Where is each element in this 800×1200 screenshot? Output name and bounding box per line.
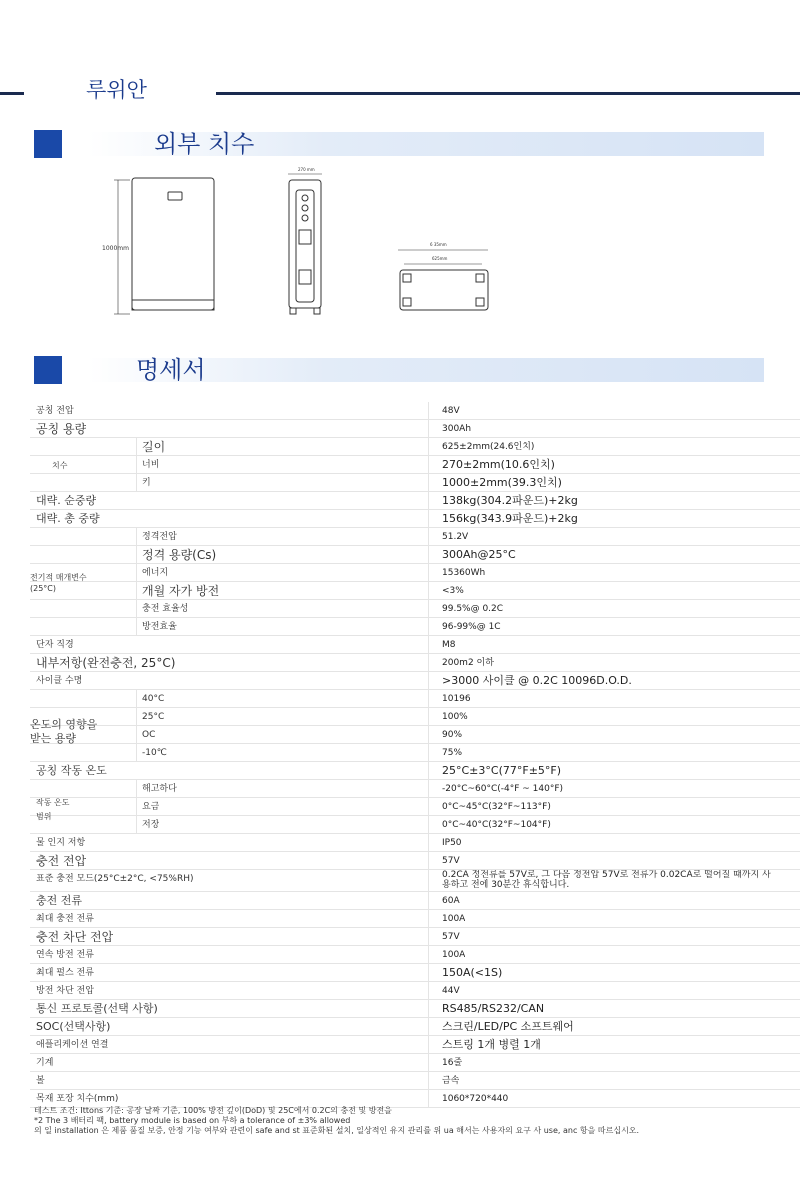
height-dim-label: 1000mm [102, 245, 129, 252]
spec-value: 0°C~45°C(32°F~113°F) [442, 802, 551, 812]
spec-label: 최대 충전 전류 [36, 914, 94, 924]
spec-value: RS485/RS232/CAN [442, 1002, 545, 1015]
spec-label: 대략. 순중량 [36, 494, 97, 507]
side-view [288, 174, 322, 314]
footnote-3: 의 일 installation 은 제품 품질 보증, 안정 기능 여부와 관련이 safe and st 표준화된 설치, 일상적인 유지 관리를 위 ua 해서는 사용자의 요구 사 use, anc 항을 따르십시오. [34, 1126, 640, 1135]
spec-label: 충전 전압 [36, 854, 87, 868]
footnote-2: *2 The 3 배터리 팩, battery module is based on 부하 a tolerance of ±3% allowed [34, 1116, 351, 1125]
spec-row [30, 708, 800, 726]
spec-row [30, 456, 800, 474]
spec-sub-label: 에너지 [142, 568, 169, 578]
spec-row [30, 892, 800, 910]
dims-section-title: 외부 치수 [154, 130, 255, 158]
front-view [114, 178, 214, 314]
spec-value: 100% [442, 712, 468, 722]
spec-row [30, 780, 800, 798]
spec-label: 대략. 총 중량 [36, 512, 100, 525]
spec-value: 0°C~40°C(32°F~104°F) [442, 820, 551, 830]
spec-value: IP50 [442, 838, 462, 848]
spec-label: 애플리케이션 연결 [36, 1040, 109, 1050]
spec-row [30, 1072, 800, 1090]
spec-value: 0.2CA 정전류를 57V로, 그 다음 정전압 57V로 전류가 0.02CA로 떨어질 때까지 사용하고 전에 30분간 휴식합니다. [442, 870, 771, 890]
spec-sub-label: 저장 [142, 820, 160, 830]
spec-row [30, 1036, 800, 1054]
spec-label: 사이클 수명 [36, 676, 83, 686]
spec-value: 스크린/LED/PC 소프트웨어 [442, 1020, 574, 1033]
spec-row [30, 402, 800, 420]
spec-value: >3000 사이클 @ 0.2C 10096D.O.D. [442, 674, 632, 687]
spec-value: 60A [442, 896, 460, 906]
spec-row [30, 618, 800, 636]
spec-value: M8 [442, 640, 456, 650]
spec-sub-label: OC [142, 730, 156, 740]
section-marker [34, 356, 62, 384]
spec-value: 57V [442, 856, 460, 866]
spec-row [30, 582, 800, 600]
spec-value: 99.5%@ 0.2C [442, 604, 504, 614]
spec-table [30, 402, 800, 1108]
spec-row [30, 636, 800, 654]
spec-value: 스트링 1개 병렬 1개 [442, 1038, 541, 1051]
spec-value: 300Ah@25°C [442, 548, 516, 561]
spec-row [30, 798, 800, 816]
spec-value: 1060*720*440 [442, 1094, 509, 1104]
spec-value: <3% [442, 586, 464, 596]
spec-label: 공칭 작동 온도 [36, 764, 107, 777]
spec-row [30, 690, 800, 708]
spec-sub-label: 정격전압 [142, 532, 177, 542]
spec-value: 300Ah [442, 424, 472, 434]
spec-value: 150A(<1S) [442, 966, 503, 979]
spec-label: 표준 충전 모드(25°C±2°C, <75%RH) [36, 874, 194, 884]
spec-sub-label: 요금 [142, 802, 160, 812]
spec-row [30, 510, 800, 528]
spec-row [30, 546, 800, 564]
spec-value: 625±2mm(24.6인치) [442, 442, 535, 452]
spec-row [30, 910, 800, 928]
spec-row [30, 1000, 800, 1018]
footnotes [34, 1106, 774, 1136]
spec-label: 기계 [36, 1058, 54, 1068]
spec-value: 15360Wh [442, 568, 486, 578]
spec-value: 138kg(304.2파운드)+2kg [442, 494, 578, 507]
spec-sub-label: 개월 자가 방전 [142, 584, 220, 598]
spec-section-title: 명세서 [136, 356, 206, 384]
spec-row [30, 474, 800, 492]
spec-row [30, 834, 800, 852]
spec-value: 57V [442, 932, 460, 942]
spec-value: 금속 [442, 1076, 460, 1086]
spec-row [30, 744, 800, 762]
dims-section-header [34, 130, 764, 158]
spec-row [30, 654, 800, 672]
spec-row [30, 852, 800, 870]
spec-value: 96-99%@ 1C [442, 622, 501, 632]
spec-row [30, 870, 800, 892]
spec-label: 물 인지 저항 [36, 838, 86, 848]
group-label-size: 치수 [52, 461, 68, 470]
dimension-drawing-svg [0, 160, 800, 330]
spec-row [30, 726, 800, 744]
width-dim-label: 270 mm [298, 167, 315, 172]
spec-sub-label: 방전효율 [142, 622, 177, 632]
spec-value: 100A [442, 950, 466, 960]
spec-row [30, 982, 800, 1000]
spec-label: 충전 차단 전압 [36, 930, 114, 944]
brand-title: 루위안 [80, 74, 153, 104]
spec-value: 75% [442, 748, 463, 758]
spec-value: 156kg(343.9파운드)+2kg [442, 512, 578, 525]
dimension-drawings [0, 160, 800, 330]
spec-value: 25°C±3°C(77°F±5°F) [442, 764, 562, 777]
spec-row [30, 964, 800, 982]
footnote-1: 테스트 조건: Ittons 기준: 공장 날짜 기준, 100% 방전 깊이(DoD) 및 25C에서 0.2C의 충전 및 방전을 [34, 1106, 392, 1115]
spec-value: 10196 [442, 694, 471, 704]
spec-row [30, 438, 800, 456]
spec-sub-label: 너비 [142, 460, 160, 470]
spec-label: SOC(선택사항) [36, 1020, 111, 1033]
spec-value: 100A [442, 914, 466, 924]
spec-sub-label: -10℃ [142, 748, 167, 758]
spec-label: 연속 방전 전류 [36, 950, 94, 960]
spec-label: 내부저항(완전충전, 25°C) [36, 656, 176, 670]
spec-value: 48V [442, 406, 460, 416]
header-rule-left [0, 92, 24, 95]
spec-row [30, 420, 800, 438]
spec-value: 200m2 이하 [442, 658, 494, 668]
spec-label: 통신 프로토콜(선택 사항) [36, 1002, 158, 1015]
spec-row [30, 564, 800, 582]
spec-row [30, 492, 800, 510]
spec-sub-label: 해고하다 [142, 784, 177, 794]
spec-row [30, 762, 800, 780]
spec-value: -20°C~60°C(-4°F ~ 140°F) [442, 784, 564, 794]
spec-row [30, 816, 800, 834]
group-label-electrical: 전기적 매개변수 (25°C) [30, 573, 87, 593]
len2-dim-label: 625mm [432, 256, 448, 261]
spec-label: 충전 전류 [36, 894, 83, 907]
spec-label: 공칭 전압 [36, 406, 74, 416]
len1-dim-label: 6 35mm [430, 242, 447, 247]
spec-row [30, 528, 800, 546]
spec-label: 단자 직경 [36, 640, 74, 650]
spec-label: 최대 펄스 전류 [36, 968, 94, 978]
spec-row [30, 672, 800, 690]
header-rule-right [216, 92, 800, 95]
spec-value: 90% [442, 730, 463, 740]
spec-label: 목재 포장 치수(mm) [36, 1094, 119, 1104]
spec-row [30, 1054, 800, 1072]
spec-row [30, 928, 800, 946]
spec-value: 16줄 [442, 1058, 463, 1068]
spec-sub-label: 충전 효율성 [142, 604, 189, 614]
group-label-op-temp: 작동 온도 범위 [36, 798, 70, 821]
spec-sub-label: 40°C [142, 694, 165, 704]
spec-section-header [34, 356, 764, 384]
spec-sub-label: 길이 [142, 440, 166, 454]
spec-value: 1000±2mm(39.3인치) [442, 476, 562, 489]
spec-sub-label: 키 [142, 478, 151, 488]
spec-value: 270±2mm(10.6인치) [442, 458, 555, 471]
group-label-temp: 온도의 영향을 받는 용량 [30, 718, 98, 745]
spec-row [30, 600, 800, 618]
spec-sub-label: 정격 용량(Cs) [142, 548, 217, 562]
spec-sub-label: 25°C [142, 712, 165, 722]
spec-label: 공칭 용량 [36, 422, 87, 436]
spec-value: 51.2V [442, 532, 469, 542]
spec-row [30, 946, 800, 964]
section-marker [34, 130, 62, 158]
spec-row [30, 1018, 800, 1036]
spec-value: 44V [442, 986, 460, 996]
spec-label: 방전 차단 전압 [36, 986, 94, 996]
spec-label: 볼 [36, 1076, 45, 1086]
